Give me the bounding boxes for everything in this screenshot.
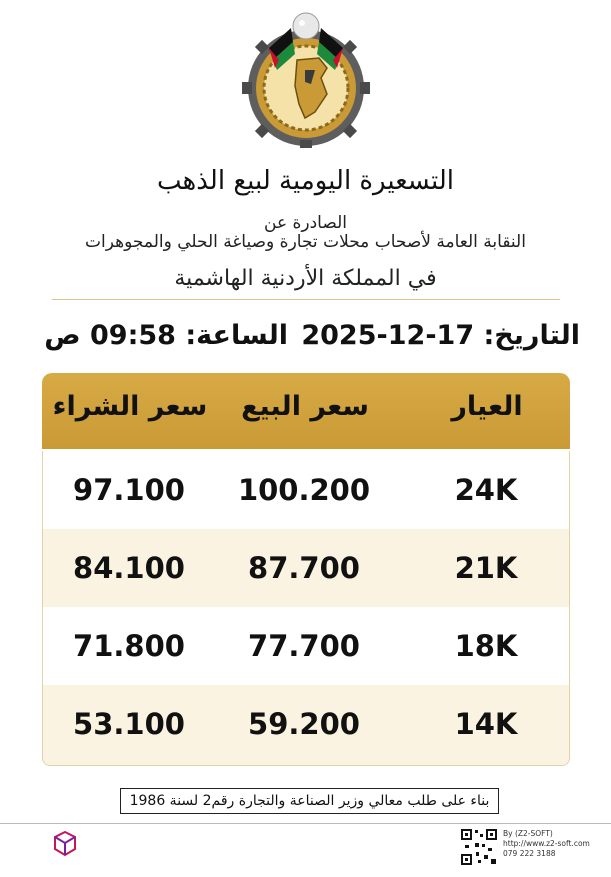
karat-cell: 24K [454, 473, 518, 507]
sell-price-cell: 100.200 [237, 473, 371, 507]
header-buy-price: سعر الشراء [52, 391, 208, 422]
footer-divider [0, 823, 611, 824]
buy-price-cell: 71.800 [73, 629, 185, 663]
table-row [43, 685, 569, 765]
developer-credits [503, 829, 590, 859]
buy-price-cell: 53.100 [73, 707, 185, 741]
sell-price-cell: 87.700 [248, 551, 360, 585]
karat-cell: 14K [454, 707, 518, 741]
cube-logo-icon [54, 831, 76, 857]
time-label: الساعة: 09:58 ص [44, 320, 288, 351]
page-title: التسعيرة اليومية لبيع الذهب [157, 166, 454, 196]
kingdom-label: في المملكة الأردنية الهاشمية [174, 266, 437, 291]
issued-by-label: الصادرة عن [264, 213, 347, 233]
price-table-body [42, 451, 570, 766]
buy-price-cell: 97.100 [73, 473, 185, 507]
credits-url[interactable]: http://www.z2-soft.com [503, 839, 590, 848]
karat-cell: 21K [454, 551, 518, 585]
header-karat: العيار [451, 391, 523, 422]
ministerial-note: بناء على طلب معالي وزير الصناعة والتجارة رقم2 لسنة 1986 [120, 788, 499, 814]
table-row [43, 529, 569, 607]
qr-code-icon [460, 828, 498, 866]
sell-price-cell: 59.200 [248, 707, 360, 741]
table-row [43, 607, 569, 685]
union-name: النقابة العامة لأصحاب محلات تجارة وصياغة الحلي والمجوهرات [85, 232, 526, 252]
date-label: التاريخ: 17-12-2025 [301, 320, 580, 351]
price-table-header [42, 373, 570, 449]
table-row [43, 451, 569, 529]
header-divider [52, 299, 560, 300]
date-time-row [40, 320, 580, 356]
sell-price-cell: 77.700 [248, 629, 360, 663]
credits-phone: 079 222 3188 [503, 849, 556, 858]
buy-price-cell: 84.100 [73, 551, 185, 585]
karat-cell: 18K [454, 629, 518, 663]
credits-by: By (Z2-SOFT) [503, 829, 553, 838]
header-sell-price: سعر البيع [241, 391, 369, 422]
union-emblem-logo [235, 8, 377, 148]
